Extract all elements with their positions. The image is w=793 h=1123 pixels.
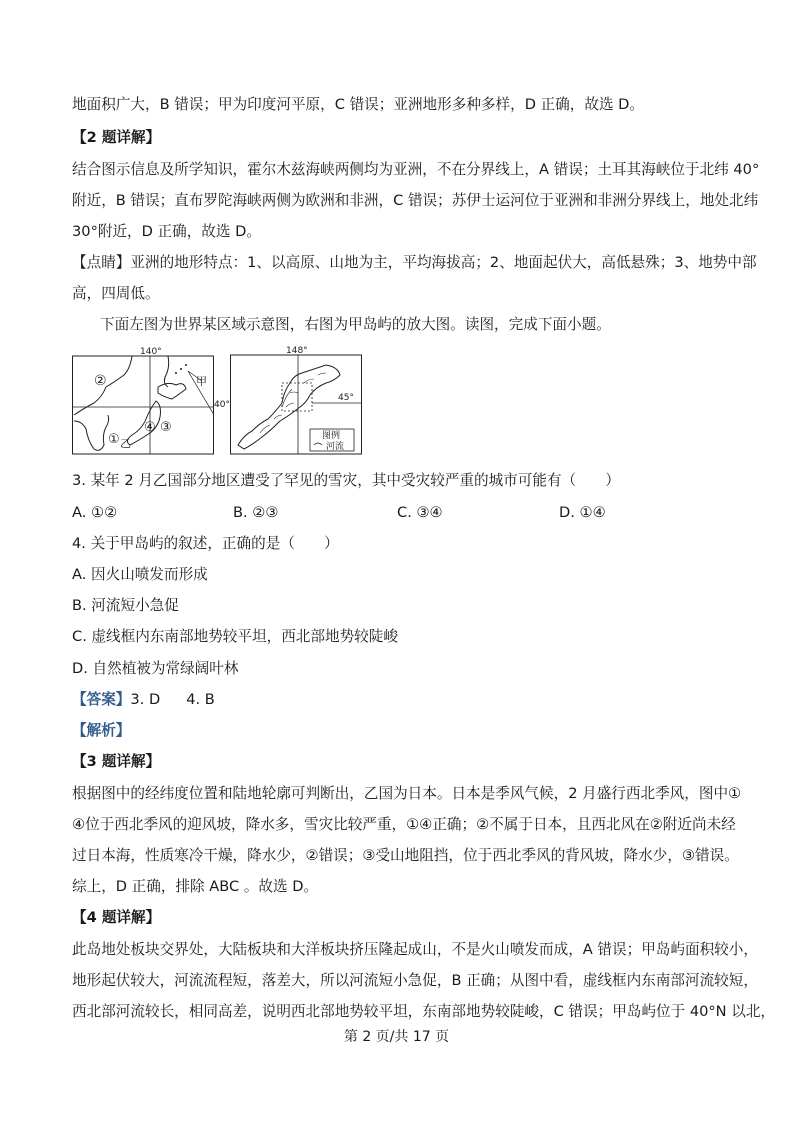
text-line: 西北部河流较长，相同高差，说明西北部地势较平坦，东南部地势较陡峻，C 错误；甲岛屿位于 40°N 以北，: [72, 1003, 776, 1020]
map-label-4: ④: [144, 420, 156, 435]
q4-option-a[interactable]: A. 因火山喷发而形成: [72, 566, 208, 583]
q3-option-a[interactable]: A. ①②: [72, 504, 118, 521]
question-3-stem: 3. 某年 2 月乙国部分地区遭受了罕见的雪灾，其中受灾较严重的城市可能有（ ）: [72, 472, 620, 489]
q3-option-c[interactable]: C. ③④: [397, 504, 443, 521]
q3-option-b[interactable]: B. ②③: [233, 504, 279, 521]
legend-title: 图例: [322, 431, 341, 441]
question-intro: 下面左图为世界某区域示意图，右图为甲岛屿的放大图。读图，完成下面小题。: [100, 316, 611, 333]
detail-3-title: 【3 题详解】: [72, 753, 161, 770]
page-footer: 第 2 页/共 17 页: [343, 1029, 450, 1045]
q4-option-c[interactable]: C. 虚线框内东南部地势较平坦，西北部地势较陡峻: [72, 628, 398, 645]
question-4-stem: 4. 关于甲岛屿的叙述，正确的是（ ）: [72, 535, 339, 552]
detail-4-title: 【4 题详解】: [72, 909, 161, 926]
map-label-3: ③: [160, 420, 172, 435]
left-region-map: [72, 345, 214, 455]
text-line: 高，四周低。: [72, 285, 160, 302]
text-line: 根据图中的经纬度位置和陆地轮廓可判断出，乙国为日本。日本是季风气候，2 月盛行西北季风，图中①: [72, 785, 742, 802]
text-line: 综上，D 正确，排除 ABC 。故选 D。: [72, 878, 319, 895]
answer-label: 【答案】: [72, 691, 131, 708]
text-line: 此岛地处板块交界处，大陆板块和大洋板块挤压隆起成山，不是火山喷发而成，A 错误；甲岛屿面积较小，: [72, 941, 758, 958]
q3-option-d[interactable]: D. ①④: [559, 504, 606, 521]
map-label-yi: 乙: [120, 437, 131, 450]
map-lat-label: 45°: [338, 393, 354, 403]
text-line: ④位于西北季风的迎风坡，降水多，雪灾比较严重，①④正确；②不属于日本，且西北风在②附近尚未经: [72, 816, 736, 833]
q4-option-d[interactable]: D. 自然植被为常绿阔叶林: [72, 660, 239, 677]
legend-river: 河流: [326, 442, 345, 452]
text-line: 30°附近，D 正确，故选 D。: [72, 223, 261, 240]
answer-row: [72, 690, 215, 710]
map-label-1: ①: [108, 432, 120, 447]
tip-line: 【点睛】亚洲的地形特点：1、以高原、山地为主，平均海拔高；2、地面起伏大，高低悬殊；3、地势中部: [72, 254, 757, 271]
section-heading: 【2 题详解】: [72, 129, 161, 146]
text-line: 附近，B 错误；直布罗陀海峡两侧为欧洲和非洲，C 错误；苏伊士运河位于亚洲和非洲分界线上，地处北纬: [72, 192, 759, 209]
right-island-map: [230, 345, 362, 455]
text-line: 过日本海，性质寒冷干燥，降水少，②错误；③受山地阻挡，位于西北季风的背风坡，降水少，③错误。: [72, 847, 739, 864]
text-line: 地形起伏较大，河流流程短，落差大，所以河流短小急促，B 正确；从图中看，虚线框内东南部河流较短，: [72, 972, 758, 989]
text-line: 地面积广大，B 错误；甲为印度河平原，C 错误；亚洲地形多种多样，D 正确，故选 D。: [72, 96, 645, 113]
map-lon-label: 148°: [286, 346, 308, 356]
answer-3: 3. D: [130, 691, 161, 708]
text-line: 结合图示信息及所学知识，霍尔木兹海峡两侧均为亚洲，不在分界线上，A 错误；土耳其海峡位于北纬 40°: [72, 161, 760, 178]
map-label-jia: 甲: [196, 375, 207, 388]
analysis-label: 【解析】: [72, 722, 131, 739]
map-label-2: ②: [94, 373, 107, 389]
map-lon-label: 140°: [140, 347, 162, 357]
q4-option-b[interactable]: B. 河流短小急促: [72, 597, 179, 614]
answer-4: 4. B: [186, 691, 215, 708]
map-lat-label-left: 40°: [214, 400, 230, 410]
